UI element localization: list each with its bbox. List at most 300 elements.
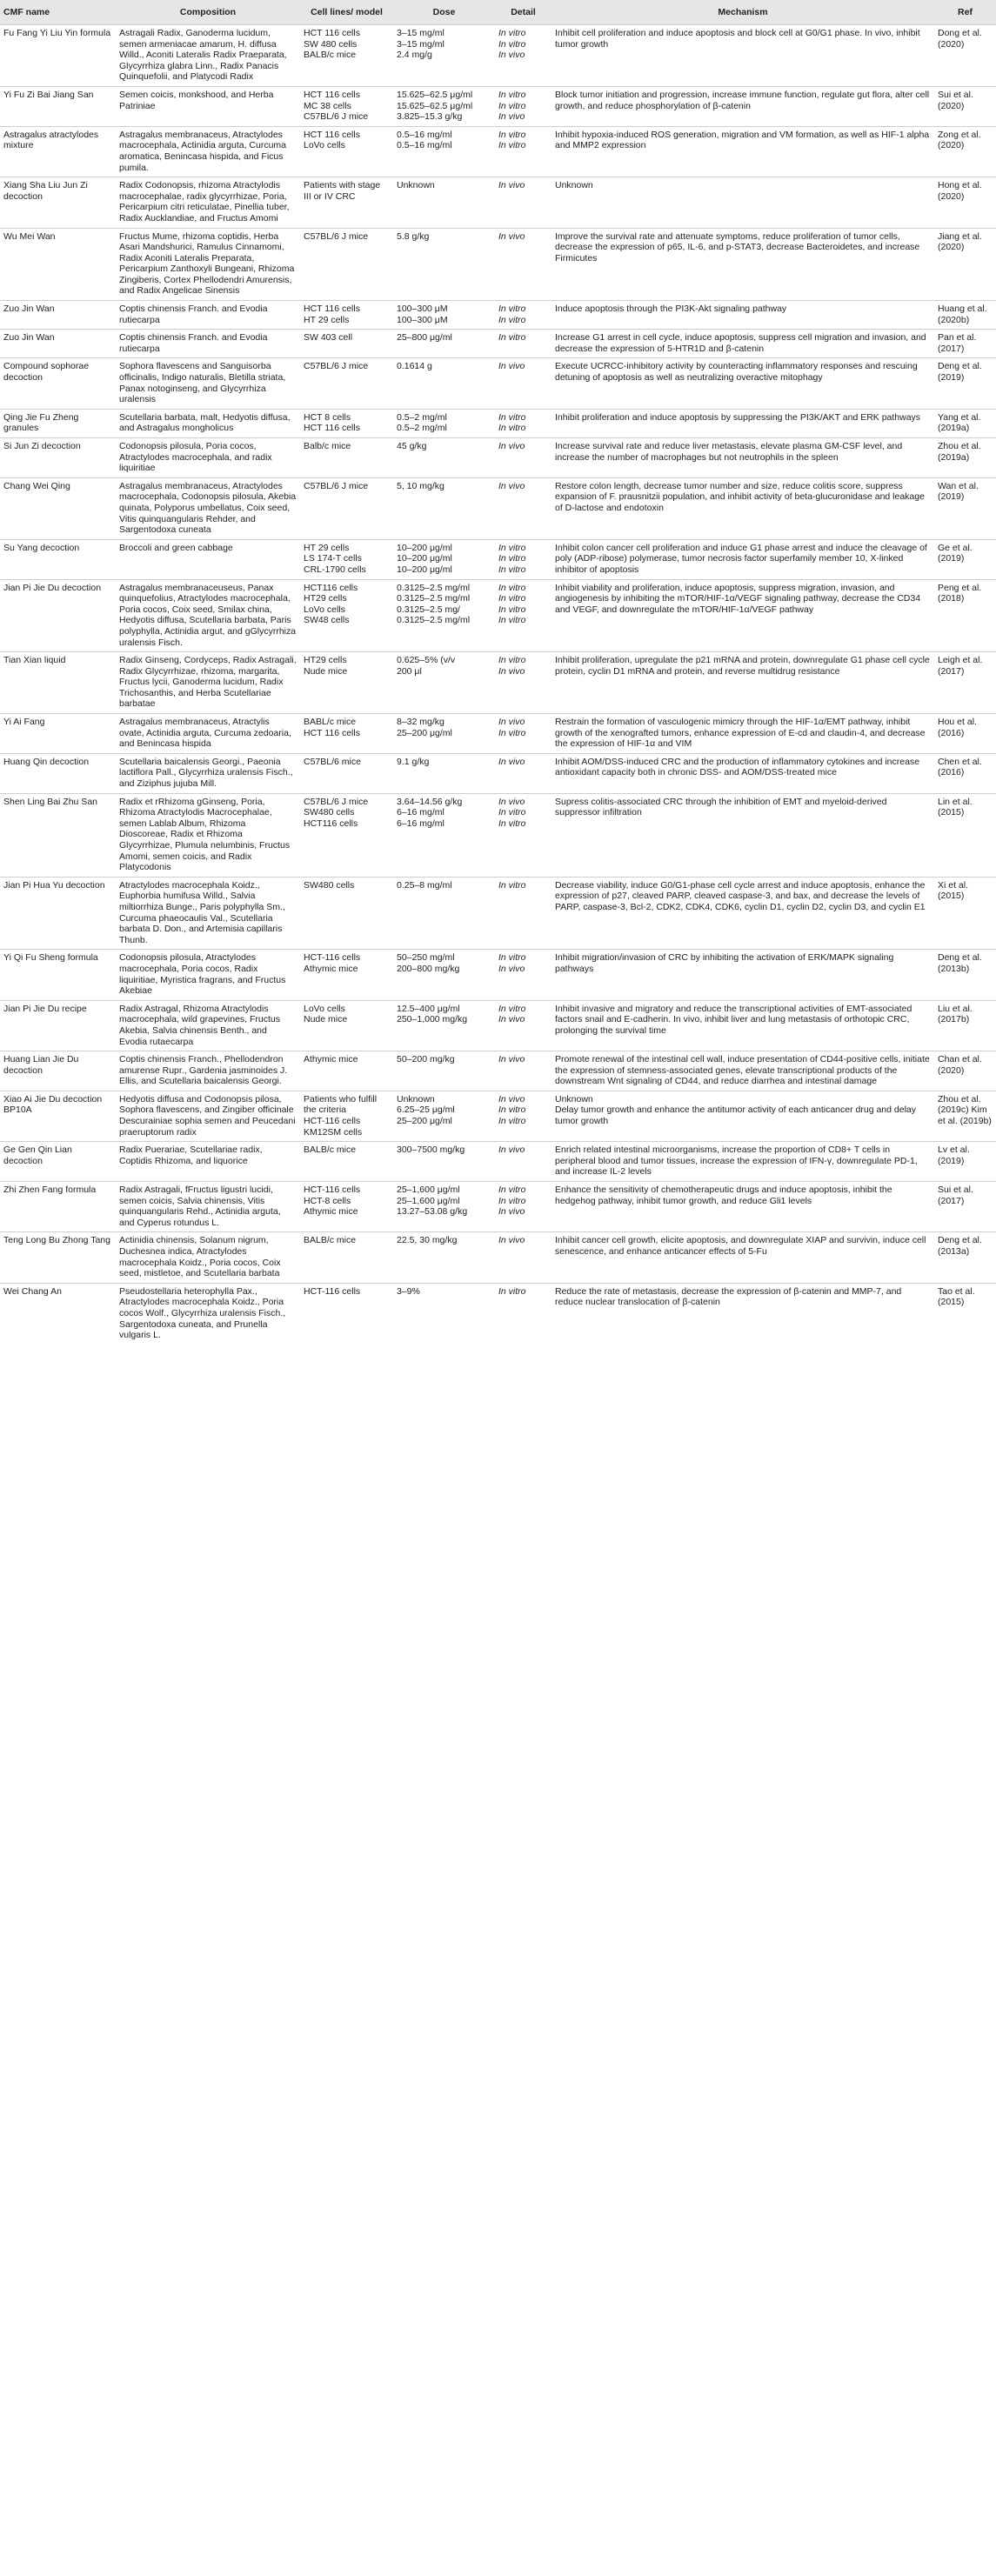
table-row bbox=[0, 177, 996, 228]
cell-lines-cell-line: Athymic mice bbox=[304, 1054, 358, 1065]
cell-lines-cell bbox=[300, 1000, 393, 1051]
composition-cell: Pseudostellaria heterophylla Pax., Atractylodes macrocephala Koidz., Poria cocos Wolf., Glycyrrhiza uralensis Fisch., Sargentodoxa cuneata, and Prunella vulgaris L. bbox=[116, 1283, 300, 1344]
dose-cell-line: 0.5–16 mg/ml bbox=[397, 140, 452, 151]
dose-cell bbox=[393, 1000, 495, 1051]
cell-lines-cell-line: Patients who fulfill the criteria bbox=[304, 1093, 378, 1116]
cmf-name-cell: Shen Ling Bai Zhu San bbox=[0, 793, 116, 877]
ref-cell: Ge et al. (2019) bbox=[934, 539, 996, 579]
detail-cell-line: In vitro bbox=[498, 655, 526, 666]
cell-lines-cell bbox=[300, 579, 393, 652]
dose-cell-line: 50–200 mg/kg bbox=[397, 1054, 455, 1065]
detail-cell-line: In vitro bbox=[498, 129, 526, 140]
cell-lines-cell-line: HT 29 cells bbox=[304, 542, 350, 553]
ref-cell: Wan et al. (2019) bbox=[934, 477, 996, 539]
detail-cell-line: In vitro bbox=[498, 727, 526, 738]
dose-cell bbox=[393, 793, 495, 877]
table-row bbox=[0, 477, 996, 539]
ref-cell: Peng et al. (2018) bbox=[934, 579, 996, 652]
detail-cell-line: In vitro bbox=[498, 879, 526, 891]
ref-cell: Chen et al. (2016) bbox=[934, 753, 996, 793]
detail-cell-line: In vivo bbox=[498, 480, 525, 491]
detail-cell-line: In vitro bbox=[498, 1195, 526, 1206]
dose-cell-line: 25–800 μg/ml bbox=[397, 332, 452, 344]
dose-cell bbox=[393, 877, 495, 950]
detail-cell-line: In vitro bbox=[498, 593, 526, 604]
detail-cell-line: In vivo bbox=[498, 111, 525, 123]
ref-cell: Lv et al. (2019) bbox=[934, 1142, 996, 1182]
cell-lines-cell bbox=[300, 1232, 393, 1283]
mechanism-cell: Restore colon length, decrease tumor number and size, reduce colitis score, suppress expansion of F. prausnitzii population, and inhibit activity of beta-glucuronidase and leakage of D-lactose and endotoxin bbox=[551, 477, 934, 539]
dose-cell bbox=[393, 86, 495, 126]
table-row bbox=[0, 1051, 996, 1091]
ref-cell: Dong et al. (2020) bbox=[934, 25, 996, 87]
header-name: CMF name bbox=[0, 0, 116, 25]
composition-cell: Scutellaria barbata, malt, Hedyotis diffusa, and Astragalus mongholicus bbox=[116, 409, 300, 437]
cell-lines-cell bbox=[300, 477, 393, 539]
dose-cell bbox=[393, 1232, 495, 1283]
detail-cell-line: In vitro bbox=[498, 314, 526, 325]
header-cells: Cell lines/ model bbox=[300, 0, 393, 25]
dose-cell bbox=[393, 539, 495, 579]
ref-cell: Zong et al. (2020) bbox=[934, 126, 996, 177]
mechanism-cell: Inhibit invasive and migratory and reduce the transcriptional activities of EMT-associated factors snail and E-cadherin. In vivo, inhibit liver and lung metastasis of orthotopic CRC, prolonging the survival time bbox=[551, 1000, 934, 1051]
detail-cell-line: In vitro bbox=[498, 423, 526, 434]
table-row bbox=[0, 950, 996, 1000]
composition-cell: Radix et rRhizoma gGinseng, Poria, Rhizoma Atractylodis Macrocephalae, semen Lablab Album, Rhizoma Dioscoreae, Radix et Rhizoma Glycyrrhizae, Plumula nelumbinis, Fructus Amomi, semen coicis, and Radix Platycodonis bbox=[116, 793, 300, 877]
mechanism-cell: Inhibit cell proliferation and induce apoptosis and block cell at G0/G1 phase. In vivo, inhibit tumor growth bbox=[551, 25, 934, 87]
detail-cell-line: In vivo bbox=[498, 1145, 525, 1156]
dose-cell bbox=[393, 1182, 495, 1232]
dose-cell-line: 10–200 μg/ml bbox=[397, 553, 452, 564]
detail-cell bbox=[495, 86, 551, 126]
detail-cell-line: In vitro bbox=[498, 582, 526, 593]
ref-cell: Pan et al. (2017) bbox=[934, 330, 996, 358]
header-detail: Detail bbox=[495, 0, 551, 25]
composition-cell: Hedyotis diffusa and Codonopsis pilosa, Sophora flavescens, and Zingiber officinale Descurainiae sophia semen and Peucedani praeruptorum radix bbox=[116, 1091, 300, 1141]
dose-cell-line: 0.5–16 mg/ml bbox=[397, 129, 452, 140]
detail-cell-line: In vitro bbox=[498, 140, 526, 151]
cell-lines-cell-line: C57BL/6 J mice bbox=[304, 361, 369, 372]
cell-lines-cell-line: HCT116 cells bbox=[304, 818, 358, 829]
cell-lines-cell bbox=[300, 1142, 393, 1182]
detail-cell-line: In vitro bbox=[498, 100, 526, 111]
mechanism-cell: Unknown bbox=[551, 177, 934, 228]
dose-cell-line: 10–200 μg/ml bbox=[397, 564, 452, 575]
table-row bbox=[0, 438, 996, 478]
cell-lines-cell-line: HCT 116 cells bbox=[304, 89, 360, 100]
ref-cell: Tao et al. (2015) bbox=[934, 1283, 996, 1344]
dose-cell bbox=[393, 409, 495, 437]
detail-cell-line: In vitro bbox=[498, 952, 526, 964]
mechanism-cell: Enhance the sensitivity of chemotherapeutic drugs and induce apoptosis, inhibit the hedgehog pathway, inhibit tumor growth, and reduce Gli1 levels bbox=[551, 1182, 934, 1232]
cell-lines-cell bbox=[300, 330, 393, 358]
detail-cell-line: In vivo bbox=[498, 1054, 525, 1065]
cell-lines-cell-line: HCT-8 cells bbox=[304, 1195, 351, 1206]
dose-cell-line: 0.1614 g bbox=[397, 361, 432, 372]
ref-cell: Liu et al. (2017b) bbox=[934, 1000, 996, 1051]
composition-cell: Astragalus membranaceus, Atractylodes macrocephala, Actinidia arguta, Curcuma aromatica, Benincasa hispida, and Ficus pumila. bbox=[116, 126, 300, 177]
detail-cell bbox=[495, 539, 551, 579]
table-row bbox=[0, 25, 996, 87]
detail-cell-line: In vitro bbox=[498, 1104, 526, 1116]
dose-cell-line: 13.27–53.08 g/kg bbox=[397, 1206, 468, 1218]
ref-cell: Chan et al. (2020) bbox=[934, 1051, 996, 1091]
cell-lines-cell-line: SW48 cells bbox=[304, 615, 350, 626]
ref-cell: Sui et al. (2017) bbox=[934, 1182, 996, 1232]
cell-lines-cell-line: Nude mice bbox=[304, 1014, 348, 1025]
detail-cell-line: In vitro bbox=[498, 1003, 526, 1014]
cell-lines-cell-line: HCT 116 cells bbox=[304, 28, 360, 38]
cell-lines-cell-line: HCT 116 cells bbox=[304, 727, 360, 738]
dose-cell-line: 3–15 mg/ml bbox=[397, 28, 445, 38]
cell-lines-cell bbox=[300, 409, 393, 437]
cell-lines-cell-line: MC 38 cells bbox=[304, 100, 351, 111]
detail-cell-line: In vivo bbox=[498, 441, 525, 451]
dose-cell bbox=[393, 950, 495, 1000]
table-row bbox=[0, 753, 996, 793]
mechanism-cell: Induce apoptosis through the PI3K-Akt signaling pathway bbox=[551, 301, 934, 330]
composition-cell: Codonopsis pilosula, Atractylodes macrocephala, Poria cocos, Radix liquiritiae, Myristica fragrans, and Fructus Akebiae bbox=[116, 950, 300, 1000]
dose-cell-line: 0.5–2 mg/ml bbox=[397, 423, 447, 434]
dose-cell-line: 5.8 g/kg bbox=[397, 230, 430, 242]
ref-cell: Zhou et al. (2019a) bbox=[934, 438, 996, 478]
cell-lines-cell-line: HCT116 cells bbox=[304, 582, 358, 593]
dose-cell bbox=[393, 1142, 495, 1182]
dose-cell-line: 100–300 μM bbox=[397, 314, 448, 325]
cell-lines-cell-line: LoVo cells bbox=[304, 1003, 345, 1014]
table-body bbox=[0, 25, 996, 1345]
composition-cell: Coptis chinensis Franch. and Evodia rutiecarpa bbox=[116, 330, 300, 358]
table-row bbox=[0, 1000, 996, 1051]
dose-cell bbox=[393, 1051, 495, 1091]
dose-cell bbox=[393, 753, 495, 793]
dose-cell bbox=[393, 330, 495, 358]
dose-cell bbox=[393, 228, 495, 301]
cmf-name-cell: Ge Gen Qin Lian decoction bbox=[0, 1142, 116, 1182]
header-row bbox=[0, 0, 996, 25]
cell-lines-cell-line: HT29 cells bbox=[304, 655, 347, 666]
dose-cell bbox=[393, 177, 495, 228]
mechanism-cell: Improve the survival rate and attenuate symptoms, reduce proliferation of tumor cells, decrease the expression of p65, IL-6, and p-STAT3, decrease Bacteroidetes, and increase Firmicutes bbox=[551, 228, 934, 301]
detail-cell bbox=[495, 793, 551, 877]
cell-lines-cell-line: HCT 116 cells bbox=[304, 423, 360, 434]
table-row bbox=[0, 1142, 996, 1182]
cell-lines-cell bbox=[300, 177, 393, 228]
cell-lines-cell bbox=[300, 877, 393, 950]
detail-cell-line: In vivo bbox=[498, 1206, 525, 1218]
cell-lines-cell-line: Athymic mice bbox=[304, 1206, 358, 1218]
detail-cell bbox=[495, 301, 551, 330]
detail-cell bbox=[495, 579, 551, 652]
dose-cell-line: 25–1,600 μg/ml bbox=[397, 1185, 460, 1196]
cell-lines-cell bbox=[300, 539, 393, 579]
detail-cell-line: In vitro bbox=[498, 553, 526, 564]
cell-lines-cell-line: HCT 8 cells bbox=[304, 411, 351, 423]
cmf-name-cell: Fu Fang Yi Liu Yin formula bbox=[0, 25, 116, 87]
cmf-name-cell: Xiao Ai Jie Du decoction BP10A bbox=[0, 1091, 116, 1141]
cell-lines-cell-line: BALB/c mice bbox=[304, 1235, 357, 1246]
detail-cell-line: In vitro bbox=[498, 1285, 526, 1297]
dose-cell-line: 3.64–14.56 g/kg bbox=[397, 796, 463, 807]
mechanism-cell: Inhibit viability and proliferation, induce apoptosis, suppress migration, invasion, and angiogenesis by inhibiting the mTOR/HIF-1α/VEGF signaling pathway, decrease the CD34 and VEGF, and downregulate the mTOR/HIF-1α/VEGF pathway bbox=[551, 579, 934, 652]
dose-cell-line: 5, 10 mg/kg bbox=[397, 480, 445, 491]
detail-cell-line: In vitro bbox=[498, 332, 526, 344]
dose-cell-line: 3–15 mg/ml bbox=[397, 38, 445, 50]
cell-lines-cell-line: SW 480 cells bbox=[304, 38, 358, 50]
cell-lines-cell-line: HCT 116 cells bbox=[304, 129, 360, 140]
detail-cell bbox=[495, 477, 551, 539]
cell-lines-cell bbox=[300, 228, 393, 301]
dose-cell bbox=[393, 652, 495, 714]
detail-cell-line: In vitro bbox=[498, 807, 526, 818]
dose-cell-line: 10–200 μg/ml bbox=[397, 542, 452, 553]
ref-cell: Jiang et al. (2020) bbox=[934, 228, 996, 301]
composition-cell: Astragalus membranaceuseus, Panax quinquefolius, Atractylodes macrocephala, Poria cocos, Coix seed, Smilax china, Hedyotis diffusa, Scutellaria barbata, Paris polyphylla, Actinidia argut, and gGlycyrrhiza uralensis Fisch. bbox=[116, 579, 300, 652]
cmf-name-cell: Su Yang decoction bbox=[0, 539, 116, 579]
cell-lines-cell-line: SW480 cells bbox=[304, 879, 355, 891]
dose-cell-line: 0.25–8 mg/ml bbox=[397, 879, 452, 891]
table-row bbox=[0, 358, 996, 409]
cell-lines-cell-line: LoVo cells bbox=[304, 140, 345, 151]
cell-lines-cell-line: HCT 116 cells bbox=[304, 304, 360, 315]
dose-cell-line: 0.3125–2.5 mg/ml bbox=[397, 593, 471, 604]
detail-cell-line: In vivo bbox=[498, 50, 525, 61]
cell-lines-cell-line: CRL-1790 cells bbox=[304, 564, 366, 575]
dose-cell-line: 6–16 mg/ml bbox=[397, 807, 445, 818]
composition-cell: Broccoli and green cabbage bbox=[116, 539, 300, 579]
dose-cell bbox=[393, 1283, 495, 1344]
detail-cell-line: In vitro bbox=[498, 542, 526, 553]
cell-lines-cell-line: C57BL/6 J mice bbox=[304, 480, 369, 491]
cell-lines-cell-line: HCT-116 cells bbox=[304, 952, 361, 964]
ref-cell: Xi et al. (2015) bbox=[934, 877, 996, 950]
dose-cell-line: 6.25–25 μg/ml bbox=[397, 1104, 455, 1116]
detail-cell-line: In vitro bbox=[498, 818, 526, 829]
detail-cell bbox=[495, 1182, 551, 1232]
dose-cell-line: 0.625–5% (v/v bbox=[397, 655, 456, 666]
composition-cell: Semen coicis, monkshood, and Herba Patriniae bbox=[116, 86, 300, 126]
detail-cell-line: In vivo bbox=[498, 1235, 525, 1246]
cmf-name-cell: Teng Long Bu Zhong Tang bbox=[0, 1232, 116, 1283]
dose-cell-line: 300–7500 mg/kg bbox=[397, 1145, 465, 1156]
detail-cell bbox=[495, 358, 551, 409]
mechanism-cell: Inhibit proliferation and induce apoptosis by suppressing the PI3K/AKT and ERK pathways bbox=[551, 409, 934, 437]
detail-cell-line: In vitro bbox=[498, 604, 526, 615]
cmf-name-cell: Huang Qin decoction bbox=[0, 753, 116, 793]
composition-cell: Codonopsis pilosula, Poria cocos, Atractylodes macrocephala, and radix liquiritiae bbox=[116, 438, 300, 478]
ref-cell: Hou et al. (2016) bbox=[934, 714, 996, 754]
cell-lines-cell bbox=[300, 1283, 393, 1344]
ref-cell: Deng et al. (2019) bbox=[934, 358, 996, 409]
detail-cell bbox=[495, 877, 551, 950]
ref-cell: Huang et al. (2020b) bbox=[934, 301, 996, 330]
cmf-name-cell: Wei Chang An bbox=[0, 1283, 116, 1344]
dose-cell-line: 0.3125–2.5 mg/ml bbox=[397, 615, 471, 626]
cell-lines-cell-line: SW480 cells bbox=[304, 807, 355, 818]
detail-cell-line: In vitro bbox=[498, 28, 526, 38]
cmf-name-cell: Jian Pi Jie Du recipe bbox=[0, 1000, 116, 1051]
cmf-name-cell: Yi Ai Fang bbox=[0, 714, 116, 754]
mechanism-cell: Block tumor initiation and progression, increase immune function, regulate gut flora, alter cell growth, and reduce phosphorylation of β-catenin bbox=[551, 86, 934, 126]
dose-cell-line: 0.3125–2.5 mg/ml bbox=[397, 582, 471, 593]
detail-cell-line: In vivo bbox=[498, 665, 525, 677]
mechanism-cell: Inhibit hypoxia-induced ROS generation, migration and VM formation, as well as HIF-1 alpha and MMP2 expression bbox=[551, 126, 934, 177]
cmf-name-cell: Qing Jie Fu Zheng granules bbox=[0, 409, 116, 437]
cell-lines-cell-line: HCT-116 cells bbox=[304, 1285, 361, 1297]
detail-cell bbox=[495, 714, 551, 754]
composition-cell: Scutellaria baicalensis Georgi., Paeonia lactiflora Pall., Glycyrrhiza uralensis Fisch., and Ziziphus jujuba Mill. bbox=[116, 753, 300, 793]
detail-cell bbox=[495, 1000, 551, 1051]
dose-cell bbox=[393, 1091, 495, 1141]
cmf-name-cell: Yi Qi Fu Sheng formula bbox=[0, 950, 116, 1000]
mechanism-cell: Reduce the rate of metastasis, decrease the expression of β-catenin and MMP-7, and reduce nuclear translocation of β-catenin bbox=[551, 1283, 934, 1344]
detail-cell-line: In vivo bbox=[498, 230, 525, 242]
table-row bbox=[0, 877, 996, 950]
cell-lines-cell bbox=[300, 358, 393, 409]
cell-lines-cell bbox=[300, 438, 393, 478]
detail-cell-line: In vitro bbox=[498, 615, 526, 626]
table-row bbox=[0, 793, 996, 877]
dose-cell-line: 0.5–2 mg/ml bbox=[397, 411, 447, 423]
dose-cell-line: 9.1 g/kg bbox=[397, 756, 430, 767]
detail-cell-line: In vivo bbox=[498, 1014, 525, 1025]
table-row bbox=[0, 228, 996, 301]
cmf-name-cell: Wu Mei Wan bbox=[0, 228, 116, 301]
detail-cell bbox=[495, 753, 551, 793]
detail-cell-line: In vivo bbox=[498, 1093, 525, 1104]
ref-cell: Lin et al. (2015) bbox=[934, 793, 996, 877]
detail-cell-line: In vitro bbox=[498, 564, 526, 575]
detail-cell bbox=[495, 177, 551, 228]
detail-cell bbox=[495, 652, 551, 714]
table-row bbox=[0, 714, 996, 754]
cell-lines-cell-line: C57BL/6 J mice bbox=[304, 111, 369, 123]
composition-cell: Radix Astragal, Rhizoma Atractylodis macrocephala, wild grapevines, Fructus Akebia, Salvia chinensis Benth., and Evodia rutaecarpa bbox=[116, 1000, 300, 1051]
cell-lines-cell-line: LS 174-T cells bbox=[304, 553, 362, 564]
detail-cell bbox=[495, 126, 551, 177]
table-row bbox=[0, 301, 996, 330]
cell-lines-cell-line: Patients with stage III or IV CRC bbox=[304, 180, 381, 202]
composition-cell: Radix Astragali, fFructus ligustri lucidi, semen coicis, Salvia chinensis, Vitis quinquangularis Rehd., Actinidia arguta, and Cyperus rotundus L. bbox=[116, 1182, 300, 1232]
dose-cell-line: 25–200 μg/ml bbox=[397, 1116, 452, 1127]
header-dose: Dose bbox=[393, 0, 495, 25]
cell-lines-cell bbox=[300, 714, 393, 754]
dose-cell-line: 15.625–62.5 μg/ml bbox=[397, 89, 473, 100]
cell-lines-cell bbox=[300, 753, 393, 793]
detail-cell-line: In vivo bbox=[498, 180, 525, 191]
dose-cell-line: 25–1,600 μg/ml bbox=[397, 1195, 460, 1206]
cell-lines-cell-line: BALB/c mice bbox=[304, 1145, 357, 1156]
mechanism-cell: Unknown Delay tumor growth and enhance the antitumor activity of each anticancer drug and delay tumor growth bbox=[551, 1091, 934, 1141]
cell-lines-cell-line: C57BL/6 J mice bbox=[304, 230, 369, 242]
mechanism-cell: Enrich related intestinal microorganisms, increase the proportion of CD8+ T cells in peripheral blood and tumor tissues, increase the expression of IFN-γ, downregulate PD-1, and increase IL-2 levels bbox=[551, 1142, 934, 1182]
ref-cell: Deng et al. (2013a) bbox=[934, 1232, 996, 1283]
ref-cell: Sui et al. (2020) bbox=[934, 86, 996, 126]
ref-cell: Hong et al. (2020) bbox=[934, 177, 996, 228]
table-row bbox=[0, 1232, 996, 1283]
dose-cell-line: 200 μl bbox=[397, 665, 422, 677]
detail-cell bbox=[495, 228, 551, 301]
mechanism-cell: Decrease viability, induce G0/G1-phase cell cycle arrest and induce apoptosis, enhance the expression of p27, cleaved PARP, cleaved caspase-3, and bax, and decrease the levels of PARP, caspase-3, Bcl-2, CDK2, CDK4, CDK6, cyclin D1, cyclin D2, cyclin D3, and cyclin E1 bbox=[551, 877, 934, 950]
detail-cell-line: In vitro bbox=[498, 1116, 526, 1127]
table-row bbox=[0, 1182, 996, 1232]
mechanism-cell: Increase survival rate and reduce liver metastasis, elevate plasma GM-CSF level, and increase the number of macrophages but not neutrophils in the spleen bbox=[551, 438, 934, 478]
cell-lines-cell bbox=[300, 1182, 393, 1232]
detail-cell bbox=[495, 1283, 551, 1344]
detail-cell bbox=[495, 25, 551, 87]
cmf-name-cell: Compound sophorae decoction bbox=[0, 358, 116, 409]
composition-cell: Coptis chinensis Franch., Phellodendron amurense Rupr., Gardenia jasminoides J. Ellis, and Scutellaria baicalensis Georgi. bbox=[116, 1051, 300, 1091]
table-row bbox=[0, 330, 996, 358]
cmf-name-cell: Yi Fu Zi Bai Jiang San bbox=[0, 86, 116, 126]
cmf-name-cell: Si Jun Zi decoction bbox=[0, 438, 116, 478]
composition-cell: Coptis chinensis Franch. and Evodia rutiecarpa bbox=[116, 301, 300, 330]
mechanism-cell: Supress colitis-associated CRC through the inhibition of EMT and myeloid-derived suppressor infiltration bbox=[551, 793, 934, 877]
composition-cell: Actinidia chinensis, Solanum nigrum, Duchesnea indica, Atractylodes macrocephala Koidz., Poria cocos, Coix seed, mistletoe, and Scutellaria barbata bbox=[116, 1232, 300, 1283]
dose-cell-line: Unknown bbox=[397, 1093, 435, 1104]
dose-cell-line: 6–16 mg/ml bbox=[397, 818, 445, 829]
detail-cell-line: In vitro bbox=[498, 411, 526, 423]
composition-cell: Atractylodes macrocephala Koidz., Euphorbia humifusa Willd., Salvia miltiorrhiza Bunge., Paris polyphylla Sm., Curcuma phaeocaulis Val., Scutellaria barbata D. Don., and Artemisia capillaris Thunb. bbox=[116, 877, 300, 950]
detail-cell bbox=[495, 950, 551, 1000]
cell-lines-cell-line: LoVo cells bbox=[304, 604, 345, 615]
dose-cell-line: 25–200 μg/ml bbox=[397, 727, 452, 738]
dose-cell bbox=[393, 358, 495, 409]
cell-lines-cell-line: HCT-116 cells bbox=[304, 1116, 361, 1127]
dose-cell bbox=[393, 126, 495, 177]
table-row bbox=[0, 539, 996, 579]
composition-cell: Fructus Mume, rhizoma coptidis, Herba Asari Mandshurici, Ramulus Cinnamomi, Radix Aconiti Lateralis Preparata, Pericarpium Zanthoxyli Bungeani, Rhizoma Zingiberis, Cortex Phellodendri Amurensis, and Radix Angelicae Sinensis bbox=[116, 228, 300, 301]
cell-lines-cell-line: HT29 cells bbox=[304, 593, 347, 604]
cell-lines-cell-line: BABL/c mice bbox=[304, 717, 357, 728]
dose-cell bbox=[393, 477, 495, 539]
cell-lines-cell bbox=[300, 652, 393, 714]
cell-lines-cell-line: BALB/c mice bbox=[304, 50, 357, 61]
detail-cell bbox=[495, 1232, 551, 1283]
composition-cell: Astragali Radix, Ganoderma lucidum, semen armeniacae amarum, H. diffusa Willd., Aconiti Lateralis Radix Praeparata, Glycyrrhiza glabra Linn., Radix Panacis Quinquefolii, and Platycodi Radix bbox=[116, 25, 300, 87]
cmf-name-cell: Astragalus atractylodes mixture bbox=[0, 126, 116, 177]
dose-cell bbox=[393, 25, 495, 87]
ref-cell: Leigh et al. (2017) bbox=[934, 652, 996, 714]
mechanism-cell: Inhibit AOM/DSS-induced CRC and the production of inflammatory cytokines and increase antioxidant capacity both in chronic DSS- and AOM/DSS-treated mice bbox=[551, 753, 934, 793]
detail-cell-line: In vitro bbox=[498, 89, 526, 100]
header-mechanism: Mechanism bbox=[551, 0, 934, 25]
detail-cell bbox=[495, 1142, 551, 1182]
table-row bbox=[0, 652, 996, 714]
dose-cell-line: 100–300 μM bbox=[397, 304, 448, 315]
detail-cell-line: In vitro bbox=[498, 304, 526, 315]
mechanism-cell: Inhibit proliferation, upregulate the p21 mRNA and protein, downregulate G1 phase cell cycle protein, cyclin D1 mRNA and protein, and reverse multidrug resistance bbox=[551, 652, 934, 714]
cmf-name-cell: Jian Pi Jie Du decoction bbox=[0, 579, 116, 652]
cmf-name-cell: Jian Pi Hua Yu decoction bbox=[0, 877, 116, 950]
mechanism-cell: Increase G1 arrest in cell cycle, induce apoptosis, suppress cell migration and invasion, and decrease the expression of 5-HTR1D and β-catenin bbox=[551, 330, 934, 358]
detail-cell-line: In vivo bbox=[498, 963, 525, 974]
detail-cell-line: In vitro bbox=[498, 38, 526, 50]
cmf-name-cell: Tian Xian liquid bbox=[0, 652, 116, 714]
cell-lines-cell-line: C57BL/6 mice bbox=[304, 756, 361, 767]
cmf-name-cell: Chang Wei Qing bbox=[0, 477, 116, 539]
composition-cell: Radix Puerariae, Scutellariae radix, Coptidis Rhizoma, and liquorice bbox=[116, 1142, 300, 1182]
dose-cell-line: 0.3125–2.5 mg/ bbox=[397, 604, 460, 615]
table-row bbox=[0, 126, 996, 177]
dose-cell-line: Unknown bbox=[397, 180, 435, 191]
dose-cell bbox=[393, 301, 495, 330]
table-row bbox=[0, 579, 996, 652]
dose-cell-line: 3.825–15.3 g/kg bbox=[397, 111, 463, 123]
table-row bbox=[0, 1091, 996, 1141]
mechanism-cell: Inhibit cancer cell growth, elicite apoptosis, and downregulate XIAP and survivin, induce cell senescence, and enhance anticancer effects of 5-Fu bbox=[551, 1232, 934, 1283]
mechanism-cell: Inhibit colon cancer cell proliferation and induce G1 phase arrest and induce the cleavage of poly (ADP-ribose) polymerase, tumor necrosis factor superfamily member 10, X-linked inhibitor of apoptosis bbox=[551, 539, 934, 579]
